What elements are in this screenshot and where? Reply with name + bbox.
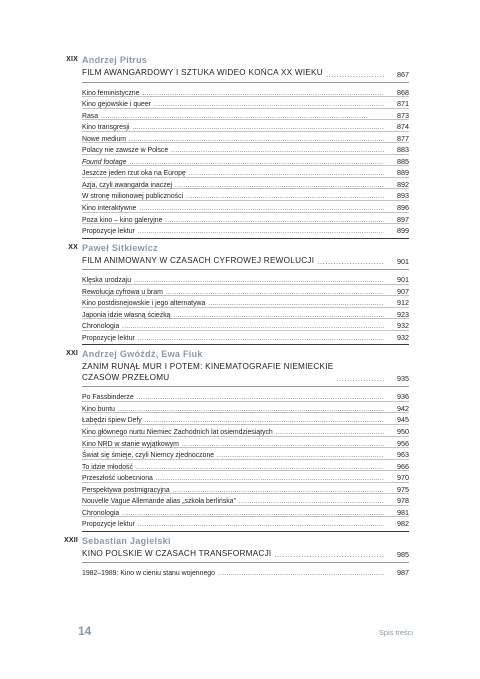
leader-dots xyxy=(218,571,384,577)
leader-dots xyxy=(182,442,384,448)
section-page-number: 975 xyxy=(397,484,409,494)
leader-dots xyxy=(138,336,384,342)
section-title: Propozycje lektur xyxy=(82,521,135,529)
section-title: Kino NRD w stanie wyjątkowym xyxy=(82,440,179,448)
section-entry[interactable] xyxy=(82,402,409,414)
section-title: Polacy nie zawsze w Polsce xyxy=(82,147,169,155)
section-page-number: 896 xyxy=(397,202,409,212)
leader-dots xyxy=(326,72,384,79)
leader-dots xyxy=(208,301,384,307)
section-entry[interactable] xyxy=(82,506,409,518)
leader-dots xyxy=(122,511,384,517)
section-entry[interactable] xyxy=(82,308,409,320)
leader-dots xyxy=(239,499,384,505)
chapter-title: FILM ANIMOWANY W CZASACH CYFROWEJ REWOLUCJI xyxy=(82,255,315,265)
leader-dots xyxy=(101,114,384,120)
section-page-number: 966 xyxy=(397,461,409,471)
section-page-number: 899 xyxy=(397,226,409,236)
chapter-title: KINO POLSKIE W CZASACH TRANSFORMACJI xyxy=(82,548,272,558)
section-page-number: 871 xyxy=(397,99,409,109)
section-title: Jeszcze jeden rzut oka na Europę xyxy=(82,170,186,178)
section-entry[interactable] xyxy=(82,189,409,201)
section-page-number: 945 xyxy=(397,415,409,425)
leader-dots xyxy=(139,206,384,212)
section-title: Found footage xyxy=(82,158,127,166)
chapter-number: XX xyxy=(68,243,78,251)
section-page-number: 901 xyxy=(397,275,409,285)
section-page-number: 950 xyxy=(397,427,409,437)
section-title: Nowe medium xyxy=(82,135,127,143)
section-entry[interactable] xyxy=(82,331,409,343)
section-title: Klęska urodzaju xyxy=(82,277,132,285)
leader-dots xyxy=(138,522,384,528)
chapter-author: Sebastian Jagielski xyxy=(82,535,171,546)
chapter-entry xyxy=(66,55,409,239)
chapter-author: Andrzej Gwóźdź, Ewa Fiuk xyxy=(82,349,203,360)
section-title: Świat się śmieje, czyli Niemcy zjednoczone xyxy=(82,452,215,460)
section-entry[interactable] xyxy=(82,296,409,308)
leader-dots xyxy=(137,395,384,401)
running-title: Spis treści xyxy=(378,628,413,637)
chapter-author: Andrzej Pitrus xyxy=(82,55,148,65)
chapter-title: FILM AWANGARDOWY I SZTUKA WIDEO KOŃCA XX WIEKU xyxy=(82,68,323,77)
leader-dots xyxy=(142,91,384,97)
leader-dots xyxy=(134,278,384,284)
section-entry[interactable] xyxy=(82,425,409,437)
chapter-header xyxy=(63,535,409,548)
section-title: Kino głównego nurtu Niemiec Zachodnich lat osiemdziesiątych xyxy=(82,429,273,437)
section-page-number: 981 xyxy=(397,507,409,517)
section-page-number: 885 xyxy=(397,156,409,166)
chapter-header xyxy=(66,55,409,67)
section-title: Po Fassbinderze xyxy=(82,394,134,402)
chapter-page-number: 901 xyxy=(397,257,409,267)
chapter-page-number: 985 xyxy=(397,550,409,560)
section-page-number: 970 xyxy=(397,473,409,483)
chapter-page-number: 867 xyxy=(397,69,409,79)
section-entry[interactable] xyxy=(82,319,409,331)
section-title: Łabędzi śpiew Defy xyxy=(82,417,142,425)
chapter-divider xyxy=(82,531,409,532)
section-entry[interactable] xyxy=(82,166,409,178)
section-page-number: 942 xyxy=(397,403,409,413)
section-title: Poza kino – kino galeryjne xyxy=(82,216,163,224)
section-title: Propozycje lektur xyxy=(82,228,135,236)
chapter-page-number: 935 xyxy=(397,374,409,384)
section-title: Kino interaktywne xyxy=(82,204,137,212)
section-title: Kino transgresji xyxy=(82,124,130,132)
section-entry[interactable] xyxy=(82,566,409,578)
section-entry[interactable] xyxy=(82,273,409,285)
leader-dots xyxy=(186,194,384,200)
section-list xyxy=(82,86,409,236)
leader-dots xyxy=(276,430,384,436)
section-title: Kino buntu xyxy=(82,405,115,413)
section-page-number: 893 xyxy=(397,191,409,201)
section-title: Azja, czyli awangarda inaczej xyxy=(82,181,173,189)
leader-dots xyxy=(138,229,384,235)
leader-dots xyxy=(145,418,384,424)
section-list xyxy=(82,273,409,342)
chapter-divider xyxy=(82,238,409,239)
leader-dots xyxy=(166,290,384,296)
section-list xyxy=(82,390,409,529)
section-entry[interactable] xyxy=(82,86,409,98)
section-title: 1982–1989: Kino w cieniu stanu wojennego xyxy=(82,570,215,578)
section-title: Chronologia xyxy=(82,509,120,517)
leader-dots xyxy=(156,476,384,482)
chapter-number: XIX xyxy=(66,56,78,63)
chapter-entry xyxy=(63,535,409,578)
section-entry[interactable] xyxy=(82,132,409,144)
section-page-number: 932 xyxy=(397,321,409,331)
section-entry[interactable] xyxy=(82,460,409,472)
chapter-title-row[interactable] xyxy=(82,68,409,83)
leader-dots xyxy=(129,137,384,143)
section-title: Rewolucja cyfrowa u bram xyxy=(82,288,163,296)
section-entry[interactable] xyxy=(82,109,409,121)
section-entry[interactable] xyxy=(82,390,409,402)
section-page-number: 892 xyxy=(397,179,409,189)
leader-dots xyxy=(173,488,384,494)
section-entry[interactable] xyxy=(82,178,409,190)
leader-dots xyxy=(336,376,384,383)
section-page-number: 923 xyxy=(397,309,409,319)
chapter-entry xyxy=(66,349,409,532)
section-title: Perspektywa postmigracyjna xyxy=(82,486,170,494)
section-page-number: 868 xyxy=(397,87,409,97)
leader-dots xyxy=(118,407,384,413)
section-page-number: 932 xyxy=(397,332,409,342)
chapter-number: XXII xyxy=(63,536,78,544)
section-page-number: 956 xyxy=(397,438,409,448)
section-entry[interactable] xyxy=(82,437,409,449)
section-entry[interactable] xyxy=(82,120,409,132)
chapter-number: XXI xyxy=(66,350,78,358)
section-title: Kino postdisnejowskie i jego alternatywa xyxy=(82,300,206,308)
section-title: Nouvelle Vague Allemande alias „szkoła berlińska” xyxy=(82,498,236,506)
leader-dots xyxy=(274,552,384,559)
chapter-title: CZASÓW PRZEŁOMU xyxy=(82,372,170,382)
leader-dots xyxy=(154,102,384,108)
section-title: Rasa xyxy=(82,112,99,120)
chapter-title-row[interactable] xyxy=(82,362,409,387)
section-title: Japonia idzie własną ścieżką xyxy=(82,311,171,319)
section-entry[interactable] xyxy=(82,517,409,529)
section-page-number: 982 xyxy=(397,519,409,529)
leader-dots xyxy=(122,324,384,330)
section-entry[interactable] xyxy=(82,155,409,167)
section-page-number: 963 xyxy=(397,450,409,460)
leader-dots xyxy=(189,171,384,177)
leader-dots xyxy=(133,125,385,131)
section-entry[interactable] xyxy=(82,97,409,109)
section-entry[interactable] xyxy=(82,471,409,483)
section-page-number: 873 xyxy=(397,110,409,120)
section-entry[interactable] xyxy=(82,201,409,213)
leader-dots xyxy=(165,218,384,224)
section-page-number: 883 xyxy=(397,145,409,155)
leader-dots xyxy=(175,183,384,189)
section-entry[interactable] xyxy=(82,448,409,460)
section-entry[interactable] xyxy=(82,285,409,297)
section-page-number: 907 xyxy=(397,286,409,296)
section-entry[interactable] xyxy=(82,143,409,155)
section-title: W stronę milionowej publiczności xyxy=(82,193,184,201)
section-page-number: 936 xyxy=(397,392,409,402)
section-entry[interactable] xyxy=(82,483,409,495)
section-page-number: 987 xyxy=(397,568,409,578)
section-page-number: 889 xyxy=(397,168,409,178)
section-page-number: 874 xyxy=(397,122,409,132)
section-title: Przeszłość uobecniona xyxy=(82,475,153,483)
leader-dots xyxy=(173,313,384,319)
section-entry[interactable] xyxy=(82,213,409,225)
table-of-contents xyxy=(63,55,409,578)
chapter-title-row[interactable] xyxy=(82,549,409,564)
section-title: To idzie młodość xyxy=(82,463,133,471)
leader-dots xyxy=(217,453,384,459)
chapter-title-row[interactable] xyxy=(82,256,409,271)
leader-dots xyxy=(171,148,384,154)
section-list xyxy=(82,566,409,578)
section-page-number: 897 xyxy=(397,214,409,224)
section-entry[interactable] xyxy=(82,224,409,236)
leader-dots xyxy=(317,259,384,266)
chapter-entry xyxy=(68,242,409,346)
section-entry[interactable] xyxy=(82,494,409,506)
chapter-header xyxy=(66,349,409,361)
chapter-author: Paweł Sitkiewicz xyxy=(82,242,158,253)
section-page-number: 912 xyxy=(397,298,409,308)
section-entry[interactable] xyxy=(82,413,409,425)
chapter-divider xyxy=(82,344,409,345)
leader-dots xyxy=(136,465,384,471)
section-title: Kino feministyczne xyxy=(82,89,140,97)
section-page-number: 978 xyxy=(397,496,409,506)
page-number: 14 xyxy=(78,624,92,638)
chapter-header xyxy=(68,242,409,255)
section-page-number: 877 xyxy=(397,133,409,143)
section-title: Propozycje lektur xyxy=(82,334,135,342)
section-title: Chronologia xyxy=(82,323,120,331)
section-title: Kino gejowskie i queer xyxy=(82,101,151,109)
leader-dots xyxy=(129,160,384,166)
chapter-title: ZANIM RUNĄŁ MUR I POTEM: KINEMATOGRAFIE NIEMIECKIE xyxy=(82,362,334,372)
